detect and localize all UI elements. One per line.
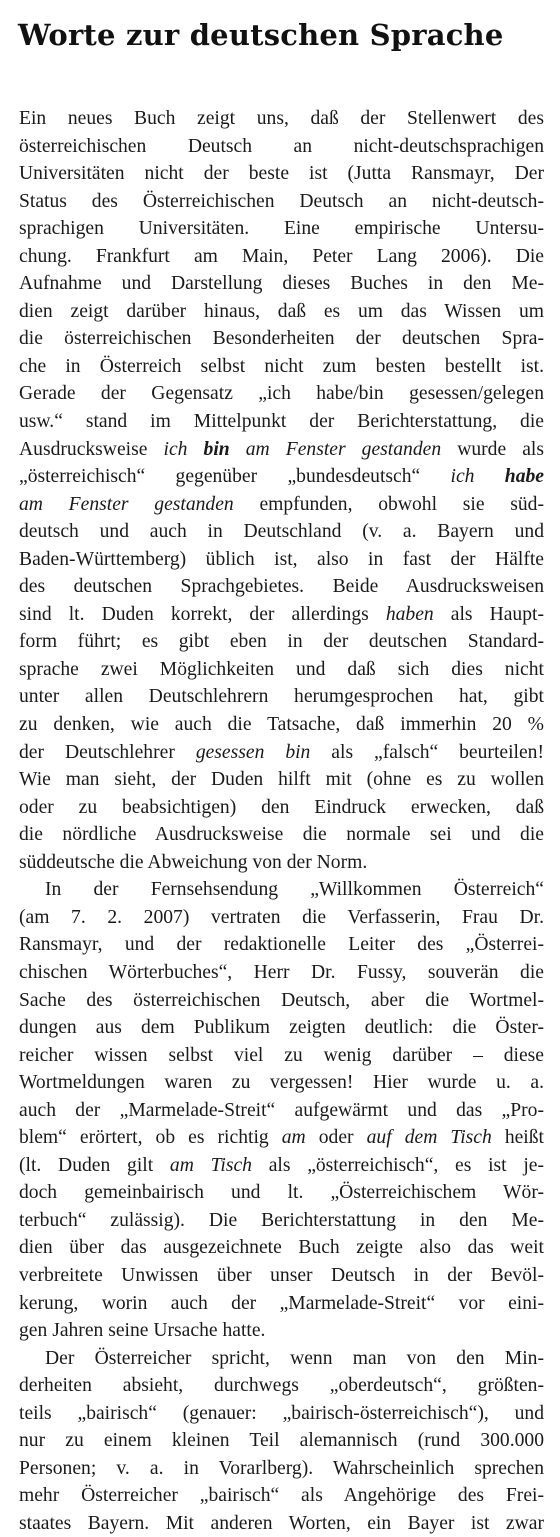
text-line: Der Österreicher spricht, wenn man von den Min- bbox=[45, 1347, 544, 1369]
text-segment: der Deutschlehrer bbox=[19, 741, 196, 763]
text-segment: als „österreichisch“, es ist je- bbox=[251, 1154, 544, 1176]
text-line: derheiten absieht, durchwegs „oberdeutsch“, größten- bbox=[19, 1375, 544, 1397]
text-line: Ein neues Buch zeigt uns, daß der Stellenwert des bbox=[19, 108, 544, 129]
text-line: che in Österreich selbst nicht zum besten bestellt ist. bbox=[19, 355, 544, 377]
text-line bbox=[19, 436, 544, 464]
emphasis-text: ich bbox=[450, 466, 505, 488]
text-line: zu denken, wie auch die Tatsache, daß immerhin 20 % bbox=[19, 714, 544, 736]
text-line: Personen; v. a. in Vorarlberg). Wahrscheinlich sprechen bbox=[19, 1457, 544, 1479]
text-line: oder zu beabsichtigen) den Eindruck erwecken, daß bbox=[19, 796, 544, 818]
text-line: terbuch“ zulässig). Die Berichterstattung in den Me- bbox=[19, 1209, 544, 1231]
text-line: staates Bayern. Mit anderen Worten, ein Bayer ist zwar bbox=[19, 1512, 544, 1534]
text-line: Ransmayr, und der redaktionelle Leiter des „Österrei- bbox=[19, 934, 544, 956]
text-line: usw.“ stand im Mittelpunkt der Berichterstattung, die bbox=[19, 411, 544, 433]
emphasis-text: ich bbox=[163, 438, 204, 460]
text-segment: blem“ erörtert, ob es richtig bbox=[19, 1127, 282, 1149]
text-line: dien über das ausgezeichnete Buch zeigte also das weit bbox=[19, 1237, 544, 1259]
text-segment: oder bbox=[305, 1127, 367, 1149]
text-segment: als „falsch“ beurteilen! bbox=[310, 741, 544, 763]
text-line: In der Fernsehsendung „Willkommen Österreich“ bbox=[45, 879, 544, 901]
text-segment: empfunden, obwohl sie süd- bbox=[233, 493, 544, 515]
text-line: chischen Wörterbuches“, Herr Dr. Fussy, souverän die bbox=[19, 961, 544, 983]
text-line bbox=[19, 491, 544, 519]
text-line bbox=[19, 739, 544, 767]
text-line: form führt; es gibt eben in der deutschen Standard- bbox=[19, 631, 544, 653]
text-line: auch der „Marmelade-Streit“ aufgewärmt und das „Pro- bbox=[19, 1099, 544, 1121]
text-line bbox=[19, 463, 544, 491]
text-line: chung. Frankfurt am Main, Peter Lang 2006). Die bbox=[19, 245, 544, 267]
article-title: Worte zur deutschen Sprache bbox=[18, 18, 504, 52]
emphasis-text: haben bbox=[385, 603, 434, 625]
text-line: kerung, worin auch der „Marmelade-Streit“ vor eini- bbox=[19, 1292, 544, 1314]
text-line: Aufnahme und Darstellung dieses Buches in den Me- bbox=[19, 273, 544, 295]
text-segment: wurde als bbox=[441, 438, 544, 460]
text-segment: heißt bbox=[491, 1127, 544, 1149]
text-line: die österreichischen Besonderheiten der deutschen Spra- bbox=[19, 328, 544, 350]
text-segment: Ausdrucksweise bbox=[19, 438, 164, 460]
text-line: Universitäten nicht der beste ist (Jutta Ransmayr, Der bbox=[19, 163, 544, 185]
text-line: Status des Österreichischen Deutsch an nicht-deutsch- bbox=[19, 190, 544, 212]
text-line: reicher wissen selbst viel zu wenig darüber – diese bbox=[19, 1044, 544, 1066]
text-line: Baden-Württemberg) üblich ist, also in fast der Hälfte bbox=[19, 548, 544, 570]
text-line: des deutschen Sprachgebietes. Beide Ausdrucksweisen bbox=[19, 576, 544, 598]
text-line: Gerade der Gegensatz „ich habe/bin gesessen/gelegen bbox=[19, 383, 544, 405]
text-segment: als Haupt- bbox=[433, 603, 544, 625]
text-segment: sind lt. Duden korrekt, der allerdings bbox=[19, 603, 386, 625]
emphasis-text: bin bbox=[203, 438, 230, 460]
text-line: Sache des österreichischen Deutsch, aber die Wortmel- bbox=[19, 989, 544, 1011]
text-segment: „österreichisch“ gegenüber „bundesdeutsch“ bbox=[19, 466, 451, 488]
emphasis-text: gesessen bin bbox=[195, 741, 311, 763]
emphasis-text: auf dem Tisch bbox=[366, 1127, 492, 1149]
text-line bbox=[19, 1152, 544, 1180]
text-line: mehr Österreicher „bairisch“ als Angehörige des Frei- bbox=[19, 1485, 544, 1507]
text-line: dungen aus dem Publikum zeigten deutlich: die Öster- bbox=[19, 1017, 544, 1039]
emphasis-text: am bbox=[281, 1127, 306, 1149]
text-line: verbreitete Unwissen über unser Deutsch in der Bevöl- bbox=[19, 1264, 544, 1286]
emphasis-text: am Fenster gestanden bbox=[229, 438, 442, 460]
text-line: teils „bairisch“ (genauer: „bairisch-österreichisch“), und bbox=[19, 1402, 544, 1424]
text-line: (am 7. 2. 2007) vertraten die Verfasserin, Frau Dr. bbox=[19, 906, 544, 928]
text-line: sprache zwei Möglichkeiten und daß sich dies nicht bbox=[19, 658, 544, 680]
text-line: Wortmeldungen waren zu vergessen! Hier wurde u. a. bbox=[19, 1072, 544, 1094]
text-line: unter allen Deutschlehrern herumgesprochen hat, gibt bbox=[19, 686, 544, 708]
article-body bbox=[19, 105, 544, 1537]
emphasis-text: am Tisch bbox=[169, 1154, 252, 1176]
text-line bbox=[19, 1124, 544, 1152]
text-line: dien zeigt darüber hinaus, daß es um das Wissen um bbox=[19, 300, 544, 322]
text-line: doch gemeinbairisch und lt. „Österreichischem Wör- bbox=[19, 1182, 544, 1204]
text-line: süddeutsche die Abweichung von der Norm. bbox=[19, 851, 368, 873]
text-line bbox=[19, 601, 544, 629]
emphasis-wrapper bbox=[204, 439, 230, 460]
text-line: deutsch und auch in Deutschland (v. a. Bayern und bbox=[19, 521, 544, 543]
text-segment: (lt. Duden gilt bbox=[19, 1154, 170, 1176]
emphasis-text: habe bbox=[504, 466, 544, 488]
text-line: nur zu einem kleinen Teil alemannisch (rund 300.000 bbox=[19, 1430, 544, 1452]
text-line: sprachigen Universitäten. Eine empirische Untersu- bbox=[19, 218, 544, 240]
text-line: die nördliche Ausdrucksweise die normale sei und die bbox=[19, 824, 544, 846]
text-line: Wie man sieht, der Duden hilft mit (ohne es zu wollen bbox=[19, 769, 544, 791]
text-line: gen Jahren seine Ursache hatte. bbox=[19, 1320, 266, 1342]
text-line: österreichischen Deutsch an nicht-deutschsprachigen bbox=[19, 135, 544, 157]
emphasis-text: am Fenster gestanden bbox=[19, 493, 234, 515]
emphasis-wrapper bbox=[505, 466, 544, 487]
